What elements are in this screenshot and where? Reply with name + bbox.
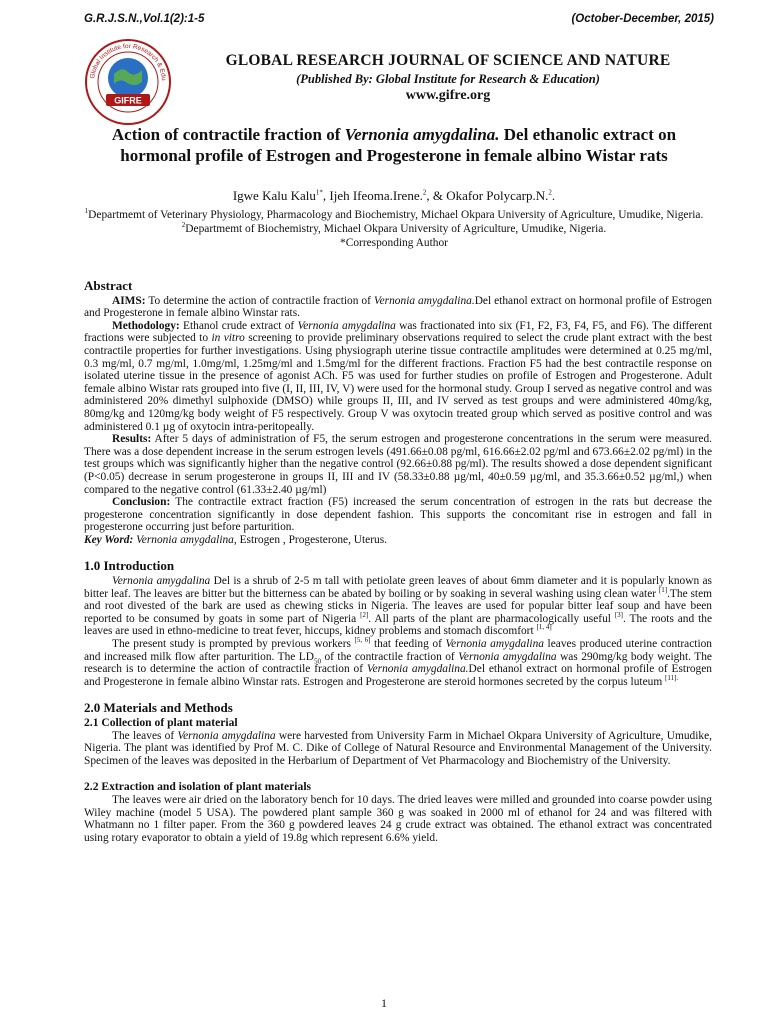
logo-inner-text: GIFRE bbox=[114, 95, 142, 106]
methods-heading: 2.0 Materials and Methods bbox=[84, 700, 233, 716]
abstract-conclusion: Conclusion: The contractile extract fraction (F5) increased the serum concentration of estrogen in the rats but decrease the progesterone concentration significantly in dose dependent fashion. This supports the concomitant rise in estrogen and fall in progesterone occurring just before parturition. bbox=[84, 496, 712, 534]
section-2-1-text: The leaves of Vernonia amygdalina were harvested from University Farm in Michael Okpara University of Agriculture, Umudike, Nigeria. The plant was identified by Prof M. C. Dike of College of Natural Resource and Environmental Management of the University. Specimen of the leaves was deposited in the Herbarium of Department of Vet Pharmacology and Biochemistry of the University. bbox=[84, 729, 712, 767]
journal-title: GLOBAL RESEARCH JOURNAL OF SCIENCE AND NATURE bbox=[225, 52, 671, 69]
abstract-methodology: Methodology: Ethanol crude extract of Vernonia amygdalina was fractionated into six (F1, F2, F3, F4, F5, and F6). The different fractions were subjected to in vitro screening to provide preliminary observations required to select the crude plant extract with the best contractile properties for further investigations. Using physiograph uterine tissue contractile amplitudes were determined at 0.25 mg/ml, 0.3 mg/ml, 0.7 mg/ml, 1.0mg/ml, 1.25mg/ml and 1.5mg/ml for the different fractions. Fraction F5 had the best contractile response on isolated uterine tissue in the presence of agonist ACh. F5 was used for further studies on profile of Estrogen and Progesterone. Adult female albino Wistar rats grouped into five (I, II, III, IV, V) were used for the hormonal study. Group I served as negative control and was administered 20% dimethyl sulphoxide (DMSO) while groups II, III, and IV served as test groups and were administered 40mg/kg, 80mg/kg and 120mg/kg body weight of F5 respectively. Group V was oxytocin treated group which served as positive control and was administered 0.1 µg of oxytocin intra-peritopeally. bbox=[84, 319, 713, 433]
running-head bbox=[84, 13, 714, 29]
keywords: Key Word: Vernonia amygdalina, Estrogen , Progesterone, Uterus. bbox=[84, 533, 387, 546]
journal-citation: G.R.J.S.N.,Vol.1(2):1-5 bbox=[84, 13, 205, 25]
abstract-heading: Abstract bbox=[84, 278, 133, 293]
article-body bbox=[84, 280, 712, 844]
intro-paragraph-1: Vernonia amygdalina Del is a shrub of 2-5 m tall with petiolate green leaves of about 6mm diameter and it is popularly known as bitter leaf. The leaves are bitter but the bitterness can be abated by boiling or by soaking in several washing using clean water [1].The stem and root divested of the bark are used as chewing sticks in Nigeria. The leaves are used for popular bitter leaf soup and have been reported to be consumed by goats in some part of Nigeria [2]. All parts of the plant are pharmacologically useful [3]. The roots and the leaves are used in ethno-medicine to treat fever, hiccups, kidney problems and stomach discomfort [1, 4] bbox=[84, 575, 712, 638]
logo-ring-text: Global Institute for Research & Edu bbox=[89, 42, 168, 81]
gifre-logo bbox=[84, 38, 172, 126]
article-title: Action of contractile fraction of Vernonia amygdalina. Del ethanolic extract on hormonal profile of Estrogen and Progesterone in female albino Wistar rats bbox=[111, 125, 677, 165]
issue-date: (October-December, 2015) bbox=[571, 13, 714, 25]
corresponding-author: *Corresponding Author bbox=[340, 237, 448, 249]
section-2-2-heading: 2.2 Extraction and isolation of plant materials bbox=[84, 780, 312, 794]
section-2-2-text: The leaves were air dried on the laboratory bench for 10 days. The dried leaves were milled and grounded into coarse powder using Wiley machine (model 5 USA). The powdered plant sample 360 g was soaked in 2000 ml of ethanol for 24 and was filtered with Whatmann no 1 filter paper. From the 360 g powdered leaves 24 g crude extract was obtained. The ethanol extract was concentrated using rotary evaporator to obtain a yield of 19.8g which represent 6.6% yield. bbox=[84, 793, 712, 844]
section-2-1-heading: 2.1 Collection of plant material bbox=[84, 716, 238, 729]
affiliation-1: $^1$Departmemt of Veterinary Physiology, Pharmacology and Biochemistry, Michael Okpara University of Agriculture, Umudike, Nigeria. bbox=[84, 207, 704, 221]
abstract-aims: AIMS: To determine the action of contractile fraction of Vernonia amygdalina.Del ethanol extract on hormonal profile of Estrogen and Progesterone in female albino Winstar rats. bbox=[84, 294, 713, 320]
affiliation-2: $^2$Departmemt of Biochemistry, Michael Okpara University of Agriculture, Umudike, Nigeria. bbox=[181, 221, 607, 235]
author-list: Igwe Kalu Kalu$^{1*}$, Ijeh Ifeoma.Irene.$^2$, & Okafor Polycarp.N.$^2$. bbox=[232, 188, 556, 203]
abstract-results: Results: After 5 days of administration of F5, the serum estrogen and progesterone concentrations in the serum were measured. There was a dose dependent increase in the serum estrogen levels (491.66±0.08 pg/ml, 616.66±2.02 pg/ml and 673.66±2.02 pg/ml) in the test groups which was significantly higher than the negative control (92.66±0.88 pg/ml). The results showed a dose dependent significant (P<0.05) decrease in serum progesterone in groups II, III and IV (58.33±0.88 µg/ml, 40±0.59 µg/ml, and 35.3.66±0.52 µg/ml,) when compared to the negative control (61.33±2.40 µg/ml) bbox=[84, 433, 712, 496]
journal-website: www.gifre.org bbox=[405, 88, 491, 103]
intro-paragraph-2: The present study is prompted by previous workers [5, 6] that feeding of Vernonia amygdalina leaves produced uterine contraction and increased milk flow after parturition. The $LD_{50}$ of the contractile fraction of Vernonia amygdalina was 290mg/kg body weight. The research is to determine the action of contractile fraction of Vernonia amygdalina.Del ethanol extract on hormonal profile of Estrogen and Progesterone in female albino Winstar rats. Estrogen and Progesterone are steroid hormones secreted by the corpus luteum $^{[11].}$ bbox=[84, 636, 712, 688]
journal-masthead bbox=[84, 38, 704, 118]
affiliations bbox=[84, 208, 704, 250]
journal-publisher: (Published By: Global Institute for Research & Education) bbox=[296, 72, 600, 86]
introduction-heading: 1.0 Introduction bbox=[84, 558, 175, 574]
page-number: 1 bbox=[381, 996, 387, 1010]
